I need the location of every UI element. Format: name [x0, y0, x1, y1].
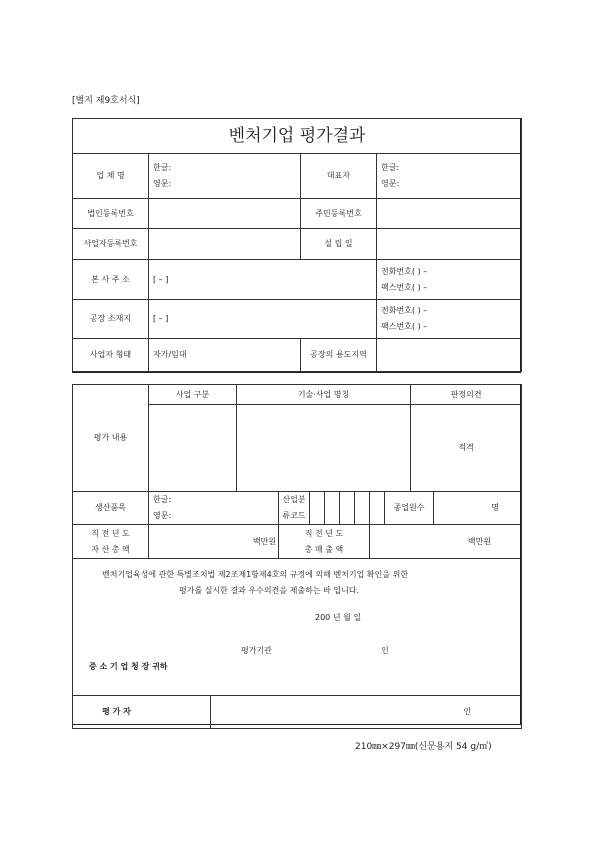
statement-block	[73, 559, 522, 696]
factory-contact[interactable]	[377, 300, 522, 339]
evaluator-label: 평 가 자	[73, 696, 211, 729]
product-hangul-label: 한글:	[153, 495, 172, 504]
corp-reg-no-label: 법인등록번호	[73, 199, 149, 229]
established-label: 설 립 일	[301, 229, 377, 260]
product-english-label: 영문:	[153, 511, 172, 520]
industry-code-box-5[interactable]	[370, 492, 385, 525]
evaluator-field[interactable]: 인	[211, 696, 522, 729]
biz-reg-no-field[interactable]	[149, 229, 301, 260]
biz-category-field[interactable]	[149, 405, 237, 492]
biz-type-label: 사업자 형태	[73, 339, 149, 372]
paper-size-note: 210㎜×297㎜(신문용지 54 g/㎡)	[355, 742, 492, 752]
tech-name-header: 기술·사업 명칭	[237, 385, 411, 405]
tech-name-field[interactable]	[237, 405, 411, 492]
product-field[interactable]	[149, 492, 279, 525]
company-name-label: 업 체 명	[73, 154, 149, 199]
industry-code-label: 산업분 류코드	[279, 492, 310, 525]
biz-category-header: 사업 구분	[149, 385, 237, 405]
industry-code-box-4[interactable]	[355, 492, 370, 525]
asset-total-label: 직 전 년 도 자 산 총 액	[73, 525, 149, 559]
tel-label: 전화번호( ) –	[381, 266, 428, 276]
recipient: 중 소 기 업 청 장 귀하	[89, 662, 168, 671]
eval-org-seal: 인	[381, 646, 389, 655]
head-office-address[interactable]: [ – ]	[149, 260, 377, 300]
sales-total-field[interactable]: 백만원	[370, 525, 522, 559]
eval-content-label: 평가 내용	[73, 385, 149, 492]
hangul-label: 한글:	[153, 163, 172, 172]
ceo-english-label: 영문:	[381, 179, 400, 188]
opinion-header: 판정의견	[411, 385, 522, 405]
factory-fax-label: 팩스번호( ) –	[381, 322, 428, 331]
employees-label: 종업원수	[385, 492, 434, 525]
evaluation-table	[72, 384, 522, 729]
form-title: 벤처기업 평가결과	[73, 119, 522, 154]
factory-address[interactable]: [ – ]	[149, 300, 377, 339]
product-label: 생산품목	[73, 492, 149, 525]
asset-total-field[interactable]: 백만원	[149, 525, 279, 559]
corp-reg-no-field[interactable]	[149, 199, 301, 229]
factory-label: 공장 소재지	[73, 300, 149, 339]
resident-no-label: 주민등록번호	[301, 199, 377, 229]
sales-total-label: 직 전 년 도 총 매 출 액	[279, 525, 370, 559]
biz-reg-no-label: 사업자등록번호	[73, 229, 149, 260]
statement-line-2: 평가를 실시한 결과 우수의견을 제출하는 바 입니다.	[179, 586, 360, 595]
head-office-contact[interactable]	[377, 260, 522, 300]
industry-code-box-2[interactable]	[325, 492, 340, 525]
own-rent-field[interactable]: 자가/임대	[149, 339, 301, 372]
employees-field[interactable]: 명	[434, 492, 522, 525]
statement-line-1: 벤처기업육성에 관한 특별조치법 제2조제1항제4호의 규정에 의해 벤처기업 확인을 위한	[102, 570, 409, 579]
ceo-label: 대표자	[301, 154, 377, 199]
head-office-label: 본 사 주 소	[73, 260, 149, 300]
form-number: [별지 제9호서식]	[72, 96, 140, 106]
factory-zone-field[interactable]	[377, 339, 522, 372]
ceo-field[interactable]	[377, 154, 522, 199]
established-field[interactable]	[377, 229, 522, 260]
english-label: 영문:	[153, 179, 172, 188]
suitable-value: 적격	[411, 405, 522, 492]
factory-zone-label: 공장의 용도지역	[301, 339, 377, 372]
eval-org-label: 평가기관	[241, 646, 272, 655]
factory-tel-label: 전화번호( ) –	[381, 306, 428, 315]
resident-no-field[interactable]	[377, 199, 522, 229]
company-info-table	[72, 118, 522, 372]
ceo-hangul-label: 한글:	[381, 163, 400, 172]
industry-code-box-1[interactable]	[310, 492, 325, 525]
industry-code-box-3[interactable]	[340, 492, 355, 525]
company-name-field[interactable]	[149, 154, 301, 199]
fax-label: 팩스번호( ) –	[381, 282, 428, 292]
date-line[interactable]: 200 년 월 일	[315, 613, 362, 622]
